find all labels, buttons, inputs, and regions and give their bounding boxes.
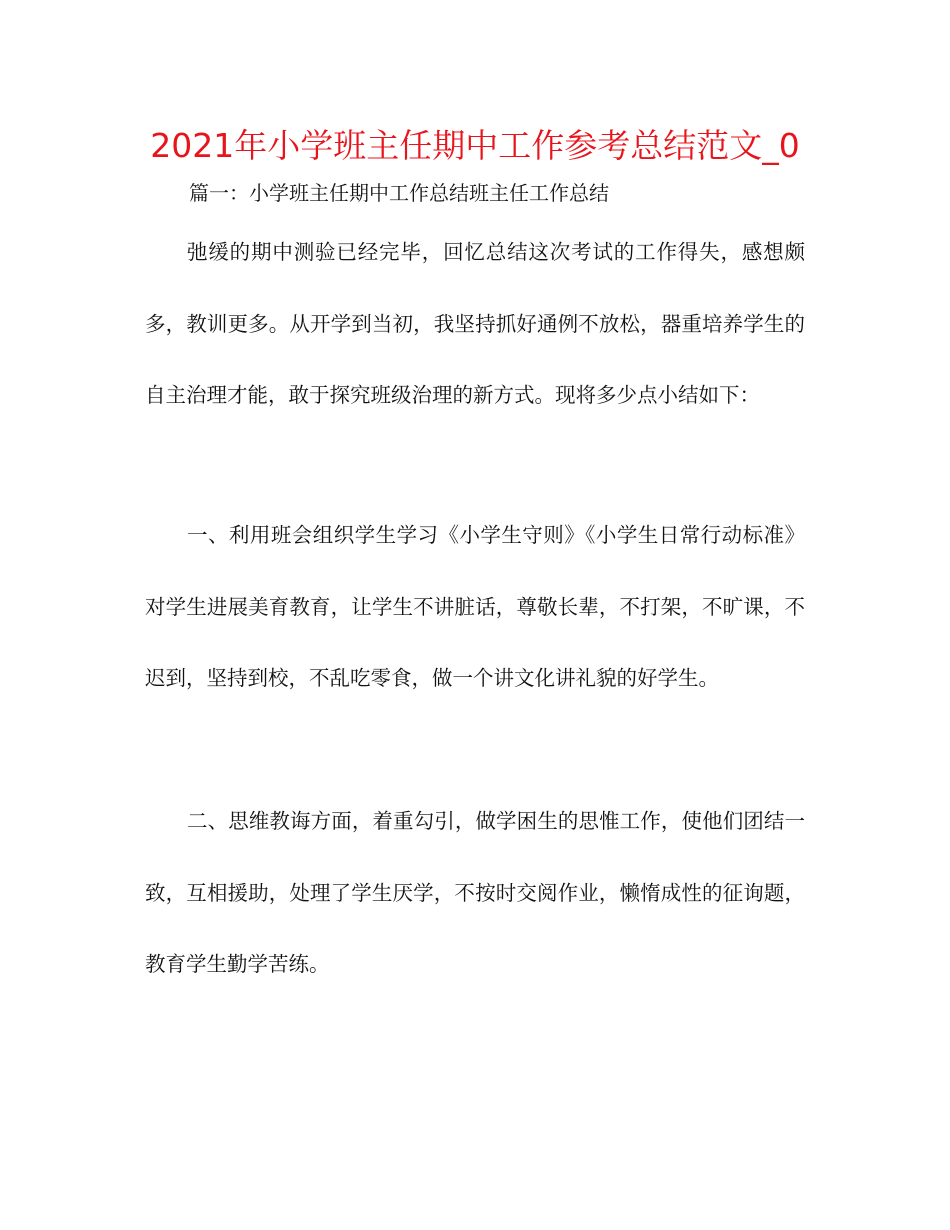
paragraph-intro: 弛缓的期中测验已经完毕，回忆总结这次考试的工作得失，感想颇多，教训更多。从开学到当初，我坚持抓好通例不放松，器重培养学生的自主治理才能，敢于探究班级治理的新方式。现将多少点小结如下： [145,240,805,407]
document-title: 2021年小学班主任期中工作参考总结范文_0 [150,126,800,165]
paragraph-point-one: 一、利用班会组织学生学习《小学生守则》《小学生日常行动标准》对学生进展美育教育，让学生不讲脏话，尊敬长辈，不打架，不旷课，不迟到，坚持到校，不乱吃零食，做一个讲文化讲礼貌的好学生。 [145,523,805,690]
document-subtitle: 篇一：小学班主任期中工作总结班主任工作总结 [189,181,609,205]
paragraph-point-two: 二、思维教诲方面，着重勾引，做学困生的思惟工作，使他们团结一致，互相援助，处理了学生厌学，不按时交阅作业，懒惰成性的征询题，教育学生勤学苦练。 [145,809,805,976]
